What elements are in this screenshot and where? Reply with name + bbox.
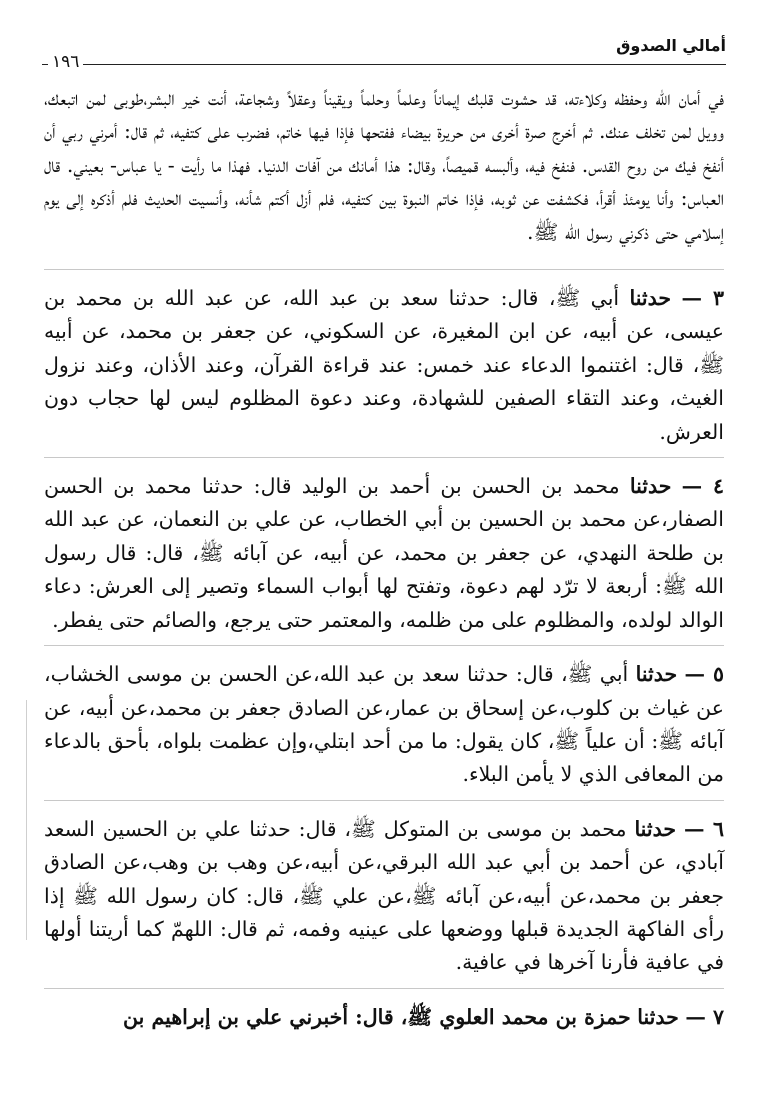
- hadith-number: ٣ —: [681, 286, 724, 311]
- hadith-lead: حدثنا: [629, 286, 672, 311]
- hadith-lead: حدثنا: [634, 816, 677, 841]
- hadith-lead: حدثنا: [629, 474, 672, 499]
- hadith-text: حمزة بن محمد العلوي ﷺ، قال: أخبرني علي بن إبراهيم بن: [123, 1004, 631, 1029]
- hadith-text: أبي ﷺ، قال: حدثنا سعد بن عبد الله، عن عبد الله بن محمد بن عيسى، عن أبيه، عن ابن المغيرة، عن السكوني، عن جعفر بن محمد، عن أبيه ﷺ، قال: اغتنموا الدعاء عند خمس: عند قراءة القرآن، وعند الأذان، وعند نزول الغيث، وعند التقاء الصفين للشهادة، وعند دعوة المظلوم ليس لها حجاب دون العرش.: [44, 286, 724, 444]
- running-head: أمالي الصدوق: [616, 36, 726, 55]
- page-body: [44, 82, 724, 1097]
- hadith-5: [44, 645, 724, 792]
- hadith-text: محمد بن موسى بن المتوكل ﷺ، قال: حدثنا علي بن الحسين السعد آبادي، عن أحمد بن أبي عبد الله البرقي،عن أبيه،عن وهب بن وهب،عن الصادق جعفر بن محمد،عن أبيه،عن آبائه ﷺ،عن علي ﷺ، قال: كان رسول الله ﷺ إذا رأى الفاكهة الجديدة قبلها ووضعها على عينيه وفمه، ثم قال: اللهمّ كما أريتنا أولها في عافية فأرنا آخرها في عافية.: [44, 816, 724, 975]
- gutter-line: [26, 700, 27, 940]
- hadith-text: محمد بن الحسن بن أحمد بن الوليد قال: حدثنا محمد بن الحسن الصفار،عن محمد بن الحسين بن أبي الخطاب، عن علي بن النعمان، عن عبد الله بن طلحة النهدي، عن جعفر بن محمد، عن أبيه، عن آبائه ﷺ، قال: قال رسول الله ﷺ: أربعة لا ترّد لهم دعوة، وتفتح لها أبواب السماء وتصير إلى العرش: دعاء الوالد لولده، والمظلوم على من ظلمه، والمعتمر حتى يرجع، والصائم حتى يفطر.: [44, 474, 724, 632]
- hadith-lead: حدثنا: [637, 1004, 679, 1029]
- hadith-number: ٥ —: [684, 662, 724, 687]
- hadith-6: [44, 800, 724, 980]
- page-header: [42, 30, 726, 72]
- hadith-4: [44, 457, 724, 637]
- hadith-lead: حدثنا: [635, 662, 678, 687]
- page-number: ١٩٦: [48, 52, 83, 72]
- hadith-text: أبي ﷺ، قال: حدثنا سعد بن عبد الله،عن الحسن بن موسى الخشاب، عن غياث بن كلوب،عن إسحاق بن عمار،عن الصادق جعفر بن محمد،عن أبيه، عن آبائه ﷺ: أن علياً ﷺ، كان يقول: ما من أحد ابتلي،وإن عظمت بلواه، بأحق بالدعاء من المعافى الذي لا يأمن البلاء.: [44, 662, 724, 787]
- hadith-number: ٤ —: [681, 474, 724, 499]
- paragraph-continuation: في أمان الله وحفظه وكلاءته، قد حشوت قلبك إيماناً وعلماً وحلماً ويقيناً وعقلاً وشجاعة، أنت خير البشر،طوبى لمن اتبعك، وويل لمن تخلف عنك. ثم أخرج صرة أخرى من حريرة بيضاء ففتحها فإذا فيها خاتم، فضرب على كتفيه، ثم قال: أمرني ربي أن أنفخ فيك من روح القدس. فنفخ فيه، وألبسه قميصاً، وقال: هذا أمانك من آفات الدنيا. فهذا ما رأيت - يا عباس- بعيني. قال العباس: وأنا يومئذ أقرأ، فكشفت عن ثوبه، فإذا خاتم النبوة بين كتفيه، فلم أزل أكتم شأنه، وأنسيت الحديث فلم أذكره إلى يوم إسلامي حتى ذكرني رسول الله ﷺ.: [44, 86, 724, 244]
- hadith-number: ٦ —: [683, 816, 724, 841]
- hadith-7: [44, 988, 724, 1034]
- hadith-3: [44, 269, 724, 449]
- hadith-number: ٧ —: [685, 1004, 724, 1029]
